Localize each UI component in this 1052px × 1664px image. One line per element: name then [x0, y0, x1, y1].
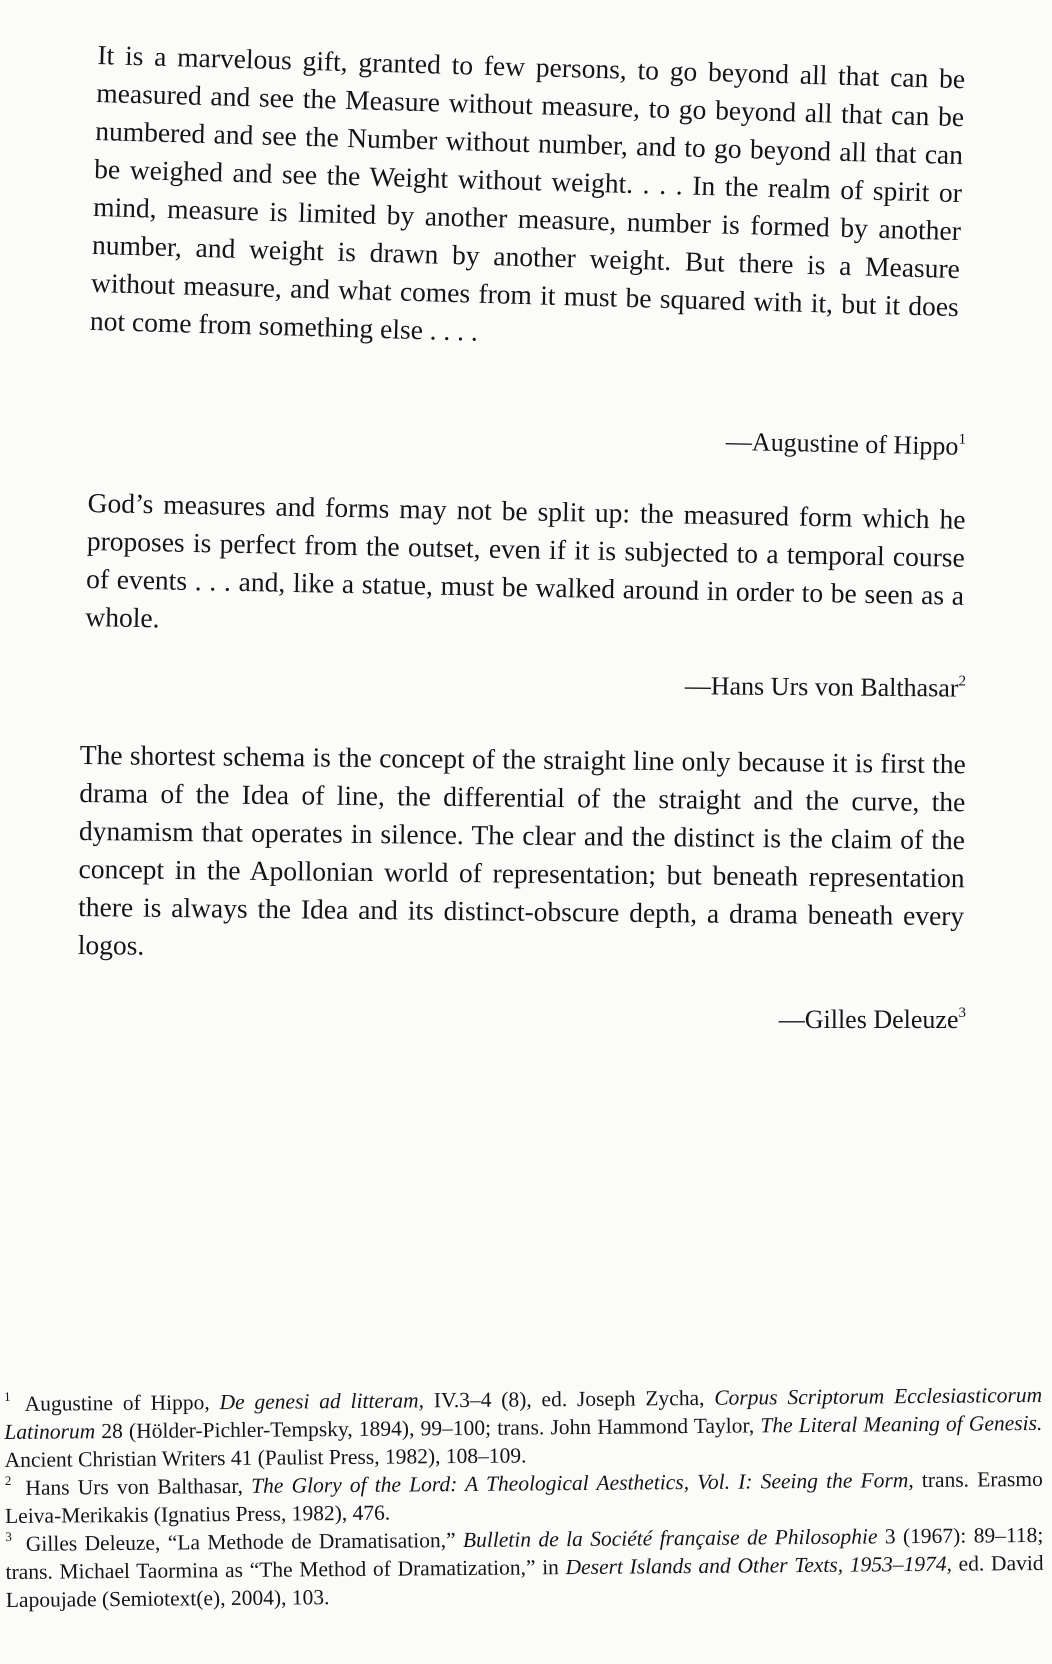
attribution-deleuze	[640, 1005, 966, 1035]
footnote-title: The Glory of the Lord: A Theological Aesthetics, Vol. I: Seeing the Form,	[251, 1468, 914, 1498]
footnote-title: Desert Islands and Other Texts, 1953–1974,	[565, 1551, 953, 1580]
footnote-text: trans. Erasmo Leiva-Merikakis (Ignatius Press, 1982), 476.	[4, 1466, 1043, 1528]
footnote-number: 1	[3, 1388, 11, 1404]
note-ref[interactable]: 2	[958, 673, 967, 690]
footnote-text: Gilles Deleuze, “La Methode de Dramatisation,”	[25, 1528, 464, 1556]
footnote-text: ed. David Lapoujade (Semiotext(e), 2004), 103.	[5, 1550, 1044, 1612]
footnote-text: IV.3–4 (8), ed. Joseph Zycha,	[423, 1385, 715, 1413]
attribution-text: —Gilles Deleuze	[778, 1005, 959, 1034]
footnote-text: 3 (1967): 89–118; trans. Michael Taormina as “The Method of Dramatization,” in	[5, 1522, 1044, 1584]
epigraph-text: The shortest schema is the concept of the straight line only because it is first the drama of the Idea of line, the differential of the straight and the curve, the dynamism that operates in silence. The clear and the distinct is the claim of the concept in the Apollonian world of representation; but beneath representation there is always the Idea and its distinct-obscure depth, a drama beneath every logos.	[77, 738, 966, 961]
epigraph-augustine	[90, 36, 966, 364]
epigraph-text: It is a marvelous gift, granted to few persons, to go beyond all that can be measured and see the Measure without measure, to go beyond all that can be numbered and see the Number without number, and to go beyond all that can be weighed and see the Weight without weight. . . . In the realm of spirit or mind, measure is limited by another measure, number is formed by another number, and weight is drawn by another weight. But there is a Measure without measure, and what comes from it must be squared with it, but it does not come from something else . . . .	[89, 38, 966, 347]
attribution-text: —Augustine of Hippo	[725, 426, 959, 461]
epigraph-text: God’s measures and forms may not be split up: the measured form which he proposes is perfect from the outset, even if it is subjected to a temporal course of events . . . and, like a statue, must be walked around in order to be seen as a whole.	[85, 486, 966, 634]
epigraph-deleuze	[78, 736, 966, 973]
footnote-text: Augustine of Hippo,	[24, 1390, 220, 1416]
attribution-augustine	[600, 424, 967, 462]
attribution-text: —Hans Urs von Balthasar	[684, 671, 959, 703]
footnotes	[4, 1381, 1044, 1614]
note-ref[interactable]: 3	[958, 1005, 966, 1021]
footnote-text: Ancient Christian Writers 41 (Paulist Press, 1982), 108–109.	[4, 1443, 527, 1472]
footnote-1	[4, 1381, 1043, 1474]
footnote-title: Corpus Scriptorum Ecclesiasticorum Latinorum	[4, 1382, 1043, 1444]
footnote-2	[5, 1465, 1043, 1530]
footnote-3	[5, 1521, 1044, 1614]
attribution-balthasar	[600, 670, 966, 703]
footnote-text: Hans Urs von Balthasar,	[25, 1473, 252, 1500]
footnote-title: Bulletin de la Société française de Philosophie	[462, 1524, 878, 1553]
footnote-number: 2	[4, 1472, 12, 1488]
footnote-number: 3	[5, 1528, 12, 1544]
footnote-title: The Literal Meaning of Genesis.	[760, 1410, 1043, 1438]
footnote-text: 28 (Hölder-Pichler-Tempsky, 1894), 99–100; trans. John Hammond Taylor,	[95, 1413, 761, 1444]
epigraph-balthasar	[85, 484, 966, 653]
note-ref[interactable]: 1	[958, 431, 967, 448]
footnote-title: De genesi ad litteram,	[219, 1388, 425, 1415]
